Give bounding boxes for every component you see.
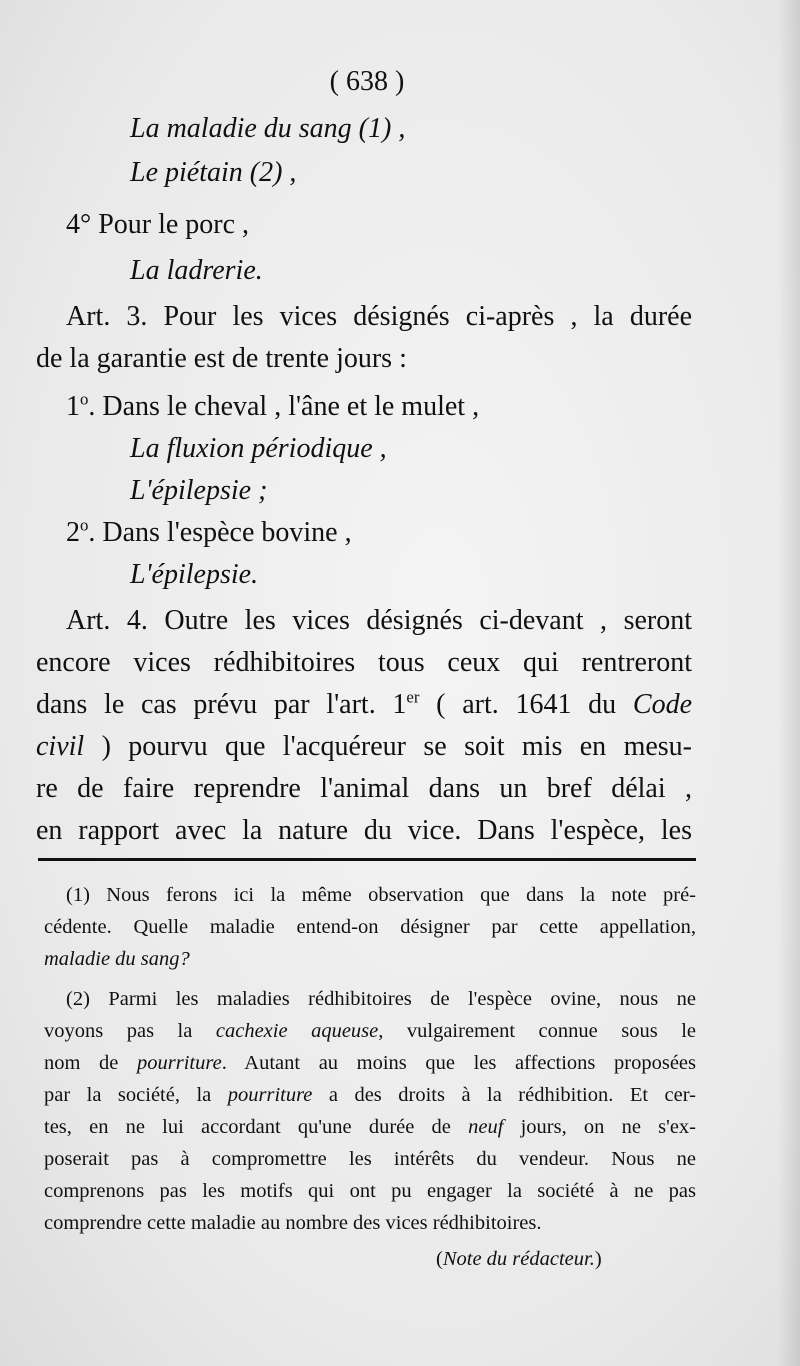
line-text-italic: Code [632, 689, 692, 720]
body-line: 4° Pour le porc , [66, 209, 250, 240]
line-text: ) pourvu que l'acquéreur se soit mis en mesu- [84, 731, 692, 762]
footnote-line [44, 1050, 696, 1077]
footnote-rule [38, 858, 696, 861]
footnote-line: cédente. Quelle maladie entend-on désigner par cette appellation, [44, 916, 696, 938]
line-text-italic: civil [36, 731, 85, 762]
line-text: . Autant au moins que les affections proposées [221, 1052, 696, 1074]
signature-text: Note du rédacteur. [442, 1248, 595, 1270]
list-number: 1 [66, 391, 80, 422]
paren: ( [436, 1248, 443, 1270]
body-line [66, 390, 479, 424]
line-text-italic: cachexie aqueuse [215, 1020, 379, 1042]
body-line: de la garantie est de trente jours : [36, 343, 407, 374]
body-line: La ladrerie. [130, 255, 263, 286]
line-text: voyons pas la [44, 1020, 216, 1042]
body-line: L'épilepsie. [130, 559, 259, 590]
body-line: Art. 4. Outre les vices désignés ci-devant , seront [66, 605, 692, 636]
line-text-italic: pourriture [227, 1084, 313, 1106]
body-line [36, 688, 692, 722]
ordinal-superscript: o [80, 389, 89, 409]
line-text: . Dans l'espèce bovine , [88, 517, 352, 548]
footnote-line: (2) Parmi les maladies rédhibitoires de l'espèce ovine, nous ne [66, 988, 696, 1010]
line-text: ( art. 1641 du [419, 689, 633, 720]
footnote-line [44, 1082, 696, 1109]
line-text: jours, on ne s'ex- [503, 1116, 696, 1138]
footnote-line: poserait pas à compromettre les intérêts du vendeur. Nous ne [44, 1148, 696, 1170]
page-edge-shadow [778, 0, 800, 1366]
footnote-signature [436, 1246, 602, 1273]
line-text: . Dans le cheval , l'âne et le mulet , [88, 391, 480, 422]
body-line: La maladie du sang (1) , [130, 113, 406, 144]
body-line [66, 516, 352, 550]
body-line: Le piétain (2) , [130, 157, 297, 188]
body-line: L'épilepsie ; [130, 475, 268, 506]
footnote-line: comprenons pas les motifs qui ont pu engager la société à ne pas [44, 1180, 696, 1202]
footnote-line: maladie du sang? [44, 948, 190, 970]
ordinal-superscript: o [80, 515, 89, 535]
line-text: a des droits à la rédhibition. Et cer- [312, 1084, 696, 1106]
footnote-line: (1) Nous ferons ici la même observation que dans la note pré- [66, 884, 696, 906]
footnote-line [44, 1018, 696, 1045]
line-text: nom de [44, 1052, 138, 1074]
line-text-italic: neuf [468, 1116, 504, 1138]
footnote-line: comprendre cette maladie au nombre des vices rédhibitoires. [44, 1212, 542, 1234]
line-text: tes, en ne lui accordant qu'une durée de [44, 1116, 469, 1138]
line-text: par la société, la [44, 1084, 228, 1106]
body-line: re de faire reprendre l'animal dans un bref délai , [36, 773, 692, 804]
footnote-line [44, 1114, 696, 1141]
body-line: en rapport avec la nature du vice. Dans l'espèce, les [36, 815, 692, 846]
ordinal-superscript: er [406, 687, 420, 707]
body-line: La fluxion périodique , [130, 433, 387, 464]
line-text: , vulgairement connue sous le [378, 1020, 696, 1042]
paren: ) [594, 1248, 602, 1270]
body-line: Art. 3. Pour les vices désignés ci-après , la durée [66, 301, 692, 332]
line-text-italic: pourriture [137, 1052, 222, 1074]
page-number: ( 638 ) [329, 66, 405, 97]
body-line [36, 730, 692, 764]
list-number: 2 [66, 517, 80, 548]
line-text: dans le cas prévu par l'art. 1 [36, 689, 407, 720]
body-line: encore vices rédhibitoires tous ceux qui rentreront [36, 647, 692, 678]
